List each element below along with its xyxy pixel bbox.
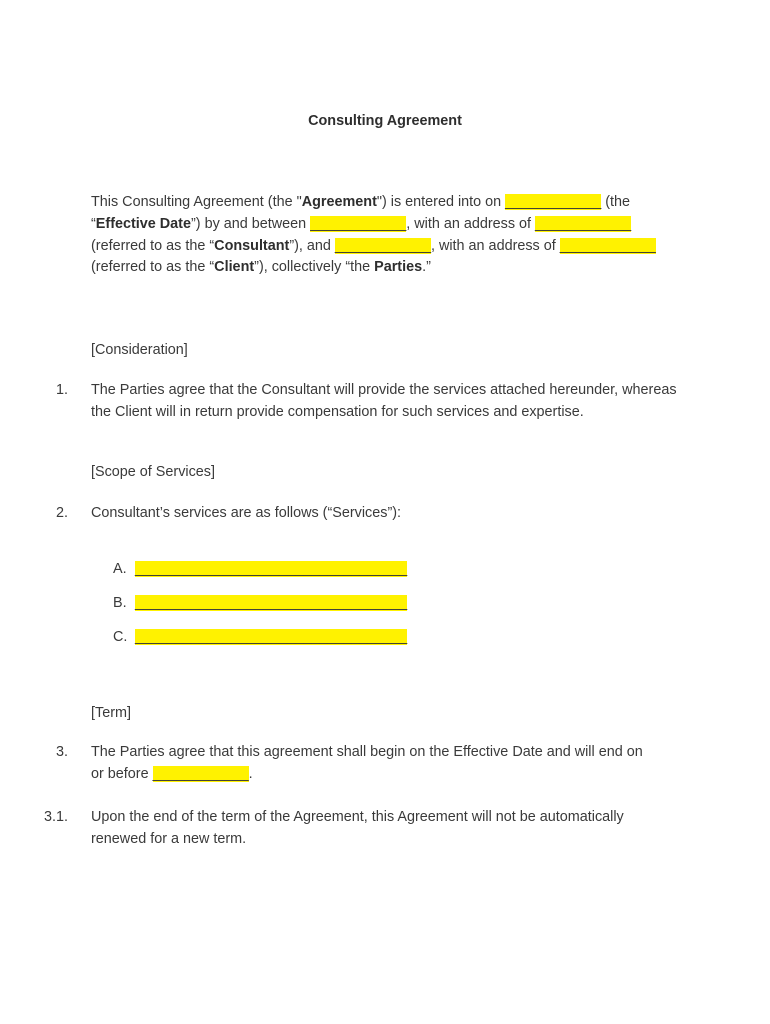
- defined-term-parties: Parties: [374, 259, 423, 276]
- defined-term-agreement: Agreement: [301, 194, 377, 210]
- clause-number-2: 2.: [55, 505, 68, 521]
- clause-2-text: Consultant’s services are as follows (“Services”):: [91, 505, 402, 521]
- intro-text: , with an address of: [430, 237, 560, 254]
- clause-3-text-c: .: [248, 765, 253, 782]
- intro-text: ”) by and between: [190, 215, 311, 232]
- document-title: Consulting Agreement: [308, 113, 462, 129]
- effective-date-blank[interactable]: ____________: [505, 194, 602, 210]
- consultant-name-blank[interactable]: ____________: [310, 215, 407, 232]
- clause-3-text-b: or before: [91, 765, 153, 782]
- intro-text: (the: [601, 194, 631, 210]
- intro-text: ”), and: [289, 237, 335, 254]
- end-date-blank[interactable]: ____________: [152, 765, 249, 782]
- clause-3-1-text: Upon the end of the term of the Agreement, this Agreement will not be automatically renewed for a new term.: [91, 809, 624, 847]
- client-address-blank[interactable]: ____________: [559, 237, 656, 254]
- service-a-blank[interactable]: __________________________________: [135, 561, 408, 577]
- intro-text: This Consulting Agreement (the ": [91, 194, 302, 210]
- service-item-blank[interactable]: [135, 627, 407, 647]
- defined-term-client: Client: [214, 259, 255, 276]
- clause-3-text-a: The Parties agree that this agreement shall begin on the Effective Date and will end on: [91, 744, 643, 760]
- intro-text: (referred to as the “: [91, 259, 215, 276]
- intro-text: “: [91, 215, 96, 232]
- defined-term-consultant: Consultant: [214, 237, 290, 254]
- intro-text: ") is entered into on: [376, 194, 506, 210]
- clause-1-text: The Parties agree that the Consultant will provide the services attached hereunder, whereas the Client will in return provide compensation for such services and expertise.: [91, 382, 677, 420]
- service-item-blank[interactable]: [135, 559, 407, 579]
- section-heading-scope: [Scope of Services]: [91, 464, 215, 480]
- service-item-letter: C.: [113, 629, 128, 645]
- intro-text: .”: [422, 259, 431, 276]
- intro-paragraph: [91, 192, 691, 279]
- clause-number-1: 1.: [55, 382, 68, 398]
- clause-number-3-1: 3.1.: [43, 809, 68, 825]
- clause-3-text: [91, 742, 691, 786]
- service-c-blank[interactable]: __________________________________: [135, 629, 408, 645]
- intro-text: (referred to as the “: [91, 237, 215, 254]
- service-item-blank[interactable]: [135, 593, 407, 613]
- service-b-blank[interactable]: __________________________________: [135, 595, 408, 611]
- intro-text: , with an address of: [406, 215, 536, 232]
- service-item-letter: B.: [113, 595, 127, 611]
- intro-text: ”), collectively “the: [254, 259, 375, 276]
- client-name-blank[interactable]: ____________: [334, 237, 431, 254]
- consultant-address-blank[interactable]: ____________: [535, 215, 632, 232]
- service-item-letter: A.: [113, 561, 127, 577]
- clause-number-3: 3.: [55, 744, 68, 760]
- section-heading-consideration: [Consideration]: [91, 342, 188, 358]
- section-heading-term: [Term]: [91, 705, 131, 721]
- defined-term-effective-date: Effective Date: [95, 215, 191, 232]
